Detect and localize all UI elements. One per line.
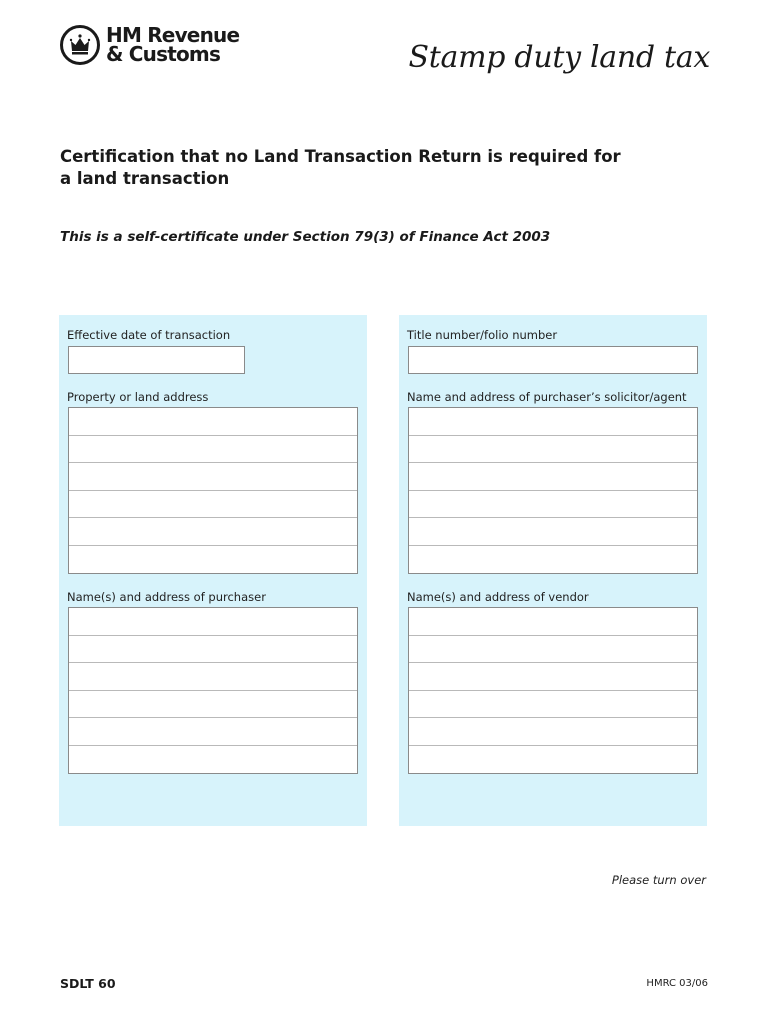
vendor-line[interactable] bbox=[409, 608, 697, 636]
solicitor-field[interactable] bbox=[408, 407, 698, 574]
solicitor-line[interactable] bbox=[409, 436, 697, 464]
purchaser-line[interactable] bbox=[69, 718, 357, 746]
please-turn-over-note: Please turn over bbox=[611, 873, 706, 887]
hmrc-logo bbox=[60, 25, 239, 65]
form-heading-line-2: a land transaction bbox=[60, 169, 230, 188]
property-address-line[interactable] bbox=[69, 436, 357, 464]
property-address-field[interactable] bbox=[68, 407, 358, 574]
purchaser-line[interactable] bbox=[69, 608, 357, 636]
document-title: Stamp duty land tax bbox=[408, 40, 710, 75]
purchaser-label: Name(s) and address of purchaser bbox=[67, 590, 266, 604]
right-form-panel bbox=[399, 315, 707, 826]
solicitor-line[interactable] bbox=[409, 463, 697, 491]
purchaser-line[interactable] bbox=[69, 691, 357, 719]
solicitor-line[interactable] bbox=[409, 546, 697, 574]
logo-wordmark bbox=[106, 23, 240, 66]
purchaser-line[interactable] bbox=[69, 746, 357, 774]
property-address-line[interactable] bbox=[69, 518, 357, 546]
purchaser-field[interactable] bbox=[68, 607, 358, 774]
crown-crest-icon bbox=[60, 25, 100, 65]
vendor-line[interactable] bbox=[409, 663, 697, 691]
form-reference: HMRC 03/06 bbox=[646, 978, 708, 989]
title-number-field[interactable] bbox=[408, 346, 698, 374]
vendor-field[interactable] bbox=[408, 607, 698, 774]
purchaser-line[interactable] bbox=[69, 636, 357, 664]
property-address-line[interactable] bbox=[69, 491, 357, 519]
logo-line-2: & Customs bbox=[106, 42, 221, 66]
form-heading-line-1: Certification that no Land Transaction Return is required for bbox=[60, 147, 621, 166]
property-address-line[interactable] bbox=[69, 463, 357, 491]
logo-line-1: HM Revenue bbox=[106, 23, 240, 47]
solicitor-line[interactable] bbox=[409, 518, 697, 546]
vendor-label: Name(s) and address of vendor bbox=[407, 590, 589, 604]
effective-date-field[interactable] bbox=[68, 346, 245, 374]
left-form-panel bbox=[59, 315, 367, 826]
purchaser-line[interactable] bbox=[69, 663, 357, 691]
solicitor-line[interactable] bbox=[409, 491, 697, 519]
form-heading bbox=[60, 146, 700, 190]
title-number-label: Title number/folio number bbox=[407, 328, 558, 342]
property-address-label: Property or land address bbox=[67, 390, 209, 404]
vendor-line[interactable] bbox=[409, 746, 697, 774]
effective-date-label: Effective date of transaction bbox=[67, 328, 231, 342]
vendor-line[interactable] bbox=[409, 718, 697, 746]
property-address-line[interactable] bbox=[69, 546, 357, 574]
form-code: SDLT 60 bbox=[60, 976, 116, 991]
solicitor-line[interactable] bbox=[409, 408, 697, 436]
form-subheading: This is a self-certificate under Section 79(3) of Finance Act 2003 bbox=[60, 229, 551, 245]
solicitor-label: Name and address of purchaser’s solicitor/agent bbox=[407, 390, 687, 404]
property-address-line[interactable] bbox=[69, 408, 357, 436]
vendor-line[interactable] bbox=[409, 691, 697, 719]
vendor-line[interactable] bbox=[409, 636, 697, 664]
